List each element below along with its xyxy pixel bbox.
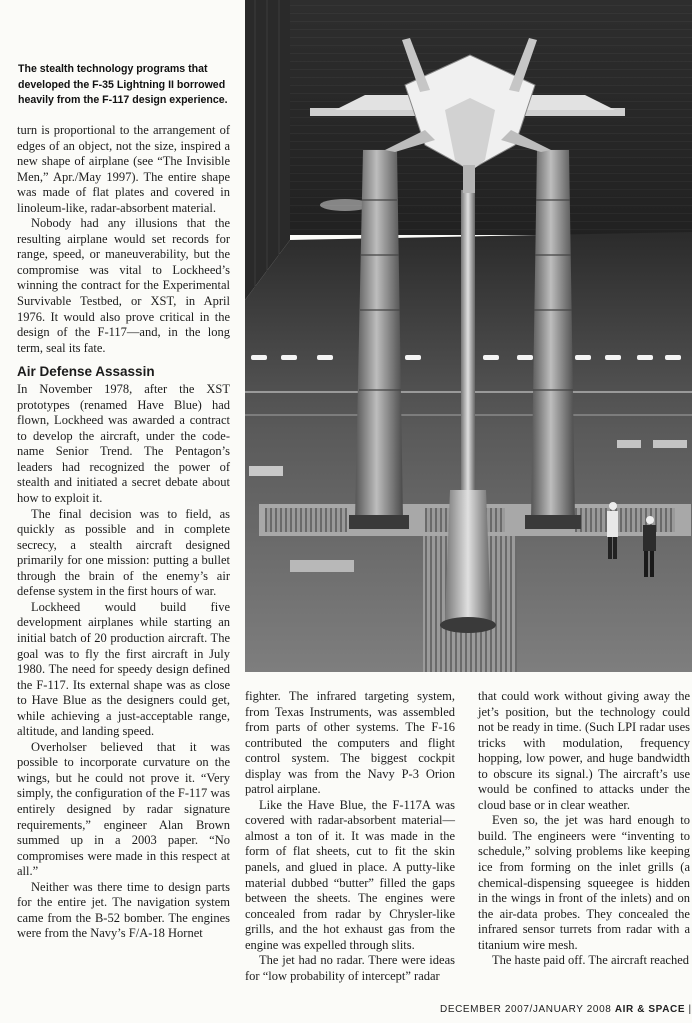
section-heading: Air Defense Assassin <box>17 364 155 380</box>
wind-tunnel-test-photo <box>245 0 692 672</box>
footer-separator: | <box>688 1004 692 1015</box>
paragraph: The jet had no radar. There were ideas for “low probability of intercept” radar <box>245 953 455 983</box>
paragraph: The final decision was to field, as quickly as possible and in complete secrecy, a stealth aircraft designed primarily for one mission: putting a bullet through the brain of the enemy’s air defense system in the first hours of war. <box>17 506 230 599</box>
paragraph: Even so, the jet was hard enough to build. The engineers were “inventing to schedule,” solving problems like keeping ice from forming on the inlet grills (a chemical-dispensing squeegee is hidden in the wings in front of the inlets) and on the air-data probes. They concealed the infrared sensor turrets from radar with a titanium wire mesh. <box>478 813 690 952</box>
paragraph: Overholser believed that it was possible to incorporate curvature on the wings, but he could not prove it. “Very simply, the configuration of the F-117 was entirely designed by radar signature requirements,” engineer Alan Brown summed up in a 2003 paper. “No compromises were made in this respect at all.” <box>17 739 230 879</box>
magazine-name: AIR & SPACE <box>614 1004 686 1015</box>
article-column-1 <box>17 123 230 942</box>
paragraph: that could work without giving away the jet’s position, but the technology could not be ready in time. (Such LPI radar uses tricks with modulation, frequency hopping, low power, and huge bandwidth to obscure its signal.) The aircraft’s use would be confined to attacks under the cloud base or in clear weather. <box>478 689 690 812</box>
article-column-3 <box>478 689 690 969</box>
paragraph: Nobody had any illusions that the resulting airplane would set records for range, speed, or maneuverability, but the compromise was vital to Lockheed’s winning the contract for the Experimental Survivable Testbed, or XST, in April 1976. It would also prove critical in the design of the F-117—and, in the long term, seal its fate. <box>17 216 230 355</box>
paragraph: In November 1978, after the XST prototypes (renamed Have Blue) had flown, Lockheed was awarded a contract to develop the aircraft, under the code-name Senior Trend. The Pentagon’s leaders had recognized the power of stealth and initiated a secret debate about how to exploit it. <box>17 382 230 506</box>
paragraph: turn is proportional to the arrangement of edges of an object, not the size, inspired a new shape of airplane (see “The Invisible Men,” Apr./May 1997). The entire shape was made of flat plates and covered in linoleum-like, radar-absorbent material. <box>17 123 230 215</box>
paragraph: Lockheed would build five development airplanes while starting an initial batch of 20 production aircraft. The goal was to fly the first aircraft in July 1980. The need for speedy design defined the F-117. Its external shape was as close to Have Blue as the designers could get, while achieving a just-acceptable range, altitude, and landing speed. <box>17 599 230 739</box>
radar-range-scene <box>245 0 692 672</box>
page-footer <box>440 1004 692 1015</box>
paragraph: fighter. The infrared targeting system, from Texas Instruments, was assembled from parts of other systems. The F-16 contributed the computers and flight control system. The biggest cockpit display was from the Navy P-3 Orion patrol airplane. <box>245 689 455 797</box>
paragraph: Neither was there time to design parts for the entire jet. The navigation system came from the B-52 bomber. The engines were from the Navy’s F/A-18 Hornet <box>17 879 230 941</box>
issue-date: DECEMBER 2007/JANUARY 2008 <box>440 1004 612 1015</box>
paragraph: Like the Have Blue, the F-117A was covered with radar-absorbent material—almost a ton of it. It was made in the form of flat sheets, cut to fit the skin panels, and glued in place. A putty-like material dubbed “butter” filled the gaps between the sheets. The engines were concealed from radar by Chrysler-like grills, and the hot exhaust gas from the engine was expelled through slits. <box>245 797 455 952</box>
photo-caption: The stealth technology programs that developed the F-35 Lightning II borrowed heavily from the F-117 design experience. <box>18 63 228 106</box>
paragraph: The haste paid off. The aircraft reached <box>492 953 690 968</box>
article-column-2 <box>245 689 455 984</box>
